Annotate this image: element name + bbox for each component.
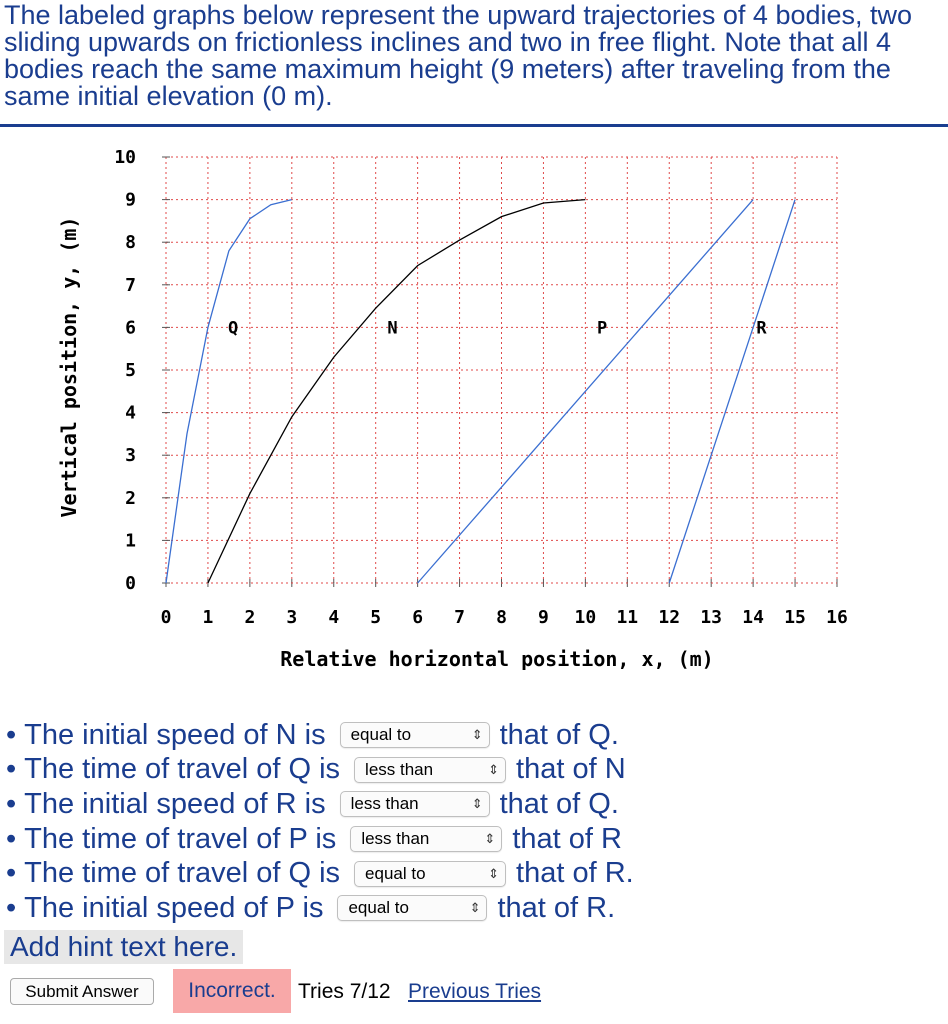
y-tick-label: 2	[125, 487, 136, 509]
x-tick-label: 16	[826, 607, 848, 628]
question-suffix: that of R.	[497, 891, 616, 924]
y-tick-label: 10	[114, 147, 136, 168]
select-value: equal to	[365, 863, 426, 883]
x-tick-label: 5	[370, 607, 382, 628]
x-tick-label: 11	[616, 607, 639, 628]
chevron-updown-icon: ⇕	[469, 900, 481, 916]
question-suffix: that of Q.	[499, 787, 619, 820]
y-tick-label: 4	[125, 402, 136, 424]
x-tick-label: 2	[244, 607, 256, 628]
previous-tries-link[interactable]: Previous Tries	[408, 980, 542, 1003]
curve-label-r: R	[756, 318, 767, 339]
question-row	[6, 753, 936, 788]
comparison-select[interactable]	[340, 722, 490, 748]
select-value: less than	[365, 759, 434, 779]
chevron-updown-icon: ⇕	[484, 831, 496, 847]
y-tick-label: 3	[125, 445, 136, 467]
x-tick-label: 15	[784, 607, 806, 628]
trajectory-r	[669, 200, 795, 583]
comparison-select[interactable]	[337, 895, 487, 921]
question-prefix: The time of travel of P is	[24, 822, 337, 855]
x-tick-label: 0	[160, 607, 172, 628]
curve-label-p: P	[597, 318, 608, 339]
question-list	[6, 718, 936, 926]
y-axis-label: Vertical position, y, (m)	[57, 216, 81, 518]
trajectory-chart	[0, 128, 948, 688]
chevron-updown-icon: ⇕	[471, 796, 483, 812]
x-tick-label: 13	[700, 607, 723, 628]
question-prefix: The time of travel of Q is	[24, 753, 341, 786]
select-value: less than	[361, 829, 430, 849]
tries-counter: Tries 7/12	[298, 980, 391, 1003]
question-suffix: that of R.	[516, 857, 634, 890]
x-tick-labels	[161, 607, 848, 628]
question-row	[6, 891, 936, 926]
question-prefix: The time of travel of Q is	[24, 857, 341, 890]
comparison-select[interactable]	[340, 791, 490, 817]
x-tick-label: 6	[412, 607, 424, 628]
y-tick-labels	[114, 147, 136, 594]
bullet-icon: •	[6, 753, 17, 786]
status-badge: Incorrect.	[173, 969, 291, 1013]
chevron-updown-icon: ⇕	[471, 727, 483, 743]
select-value: equal to	[350, 725, 412, 745]
question-row	[6, 856, 936, 891]
x-tick-label: 8	[496, 607, 507, 628]
question-prefix: The initial speed of N is	[24, 718, 326, 751]
chevron-updown-icon: ⇕	[488, 761, 500, 777]
problem-statement: The labeled graphs below represent the upward trajectories of 4 bodies, two sliding upwards on frictionless inclines and two in free flight. Note that all 4 bodies reach the same maximum height (9 meters) after traveling from the same initial elevation (0 m).	[4, 0, 913, 111]
question-prefix: The initial speed of R is	[24, 787, 326, 820]
bullet-icon: •	[6, 891, 17, 924]
y-tick-label: 7	[125, 274, 136, 296]
select-value: less than	[350, 794, 419, 814]
bullet-icon: •	[6, 822, 17, 855]
trajectory-q	[166, 200, 292, 583]
curve-labels	[228, 318, 767, 338]
question-suffix: that of Q.	[499, 718, 619, 751]
x-axis-label: Relative horizontal position, x, (m)	[280, 647, 714, 671]
divider	[0, 124, 948, 127]
trajectory-curves	[166, 200, 795, 583]
y-tick-label: 1	[125, 530, 136, 552]
y-tick-label: 9	[125, 189, 136, 211]
bullet-icon: •	[6, 718, 17, 751]
select-value: equal to	[348, 898, 409, 918]
y-tick-label: 8	[125, 232, 136, 254]
hint-text: Add hint text here.	[4, 930, 243, 964]
y-tick-label: 5	[125, 360, 136, 381]
bullet-icon: •	[6, 857, 17, 890]
x-tick-label: 12	[658, 607, 681, 628]
x-tick-label: 7	[454, 607, 465, 628]
comparison-select[interactable]	[354, 861, 506, 887]
question-row	[6, 718, 936, 753]
question-row	[6, 787, 936, 822]
chevron-updown-icon: ⇕	[488, 865, 500, 881]
bullet-icon: •	[6, 787, 17, 820]
y-tick-label: 6	[125, 317, 136, 339]
question-suffix: that of R	[512, 822, 622, 855]
x-tick-label: 1	[202, 607, 214, 628]
question-row	[6, 822, 936, 857]
comparison-select[interactable]	[350, 826, 502, 852]
question-suffix: that of N	[516, 753, 626, 786]
curve-label-n: N	[387, 318, 398, 339]
submit-answer-button[interactable]: Submit Answer	[10, 978, 154, 1005]
trajectory-n	[208, 200, 585, 583]
chart-grid	[162, 157, 837, 587]
x-tick-label: 4	[328, 607, 340, 628]
question-prefix: The initial speed of P is	[24, 891, 324, 924]
x-tick-label: 14	[742, 607, 764, 628]
x-tick-label: 3	[286, 607, 298, 628]
x-tick-label: 9	[538, 607, 549, 628]
curve-label-q: Q	[227, 318, 239, 339]
comparison-select[interactable]	[354, 757, 506, 783]
y-tick-label: 0	[125, 573, 136, 594]
x-tick-label: 10	[574, 607, 597, 628]
